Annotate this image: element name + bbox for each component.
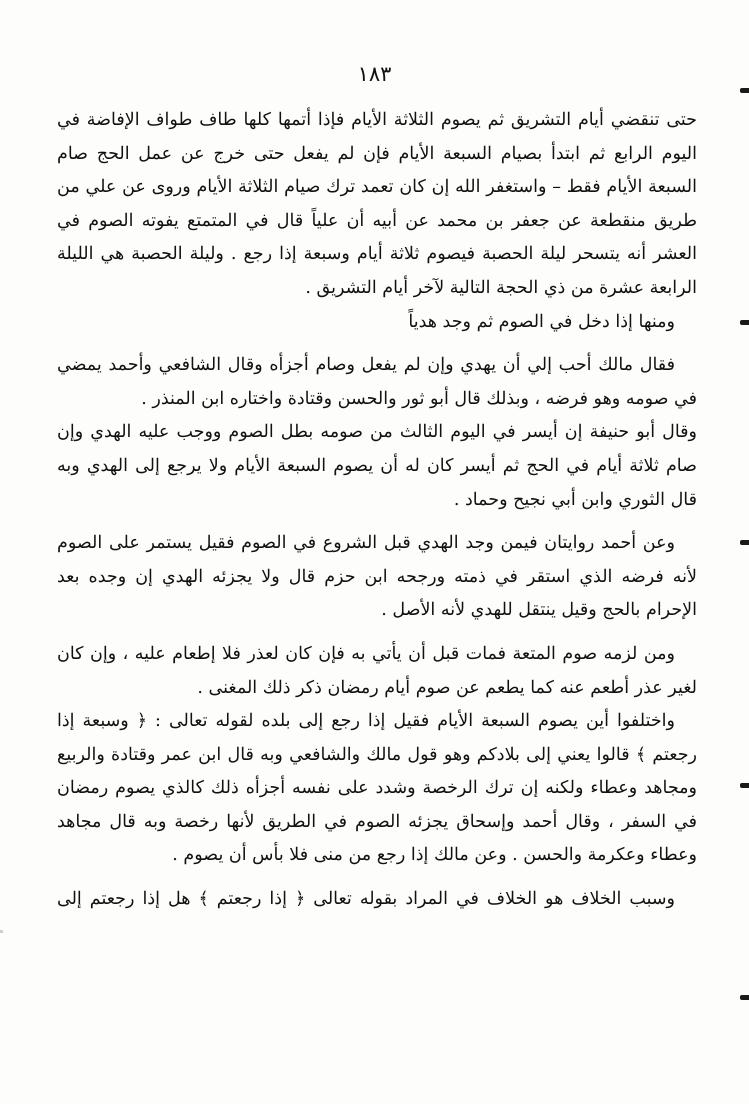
- paragraph-abu-hanifa-opinion: وقال أبو حنيفة إن أيسر في اليوم الثالث من صومه بطل الصوم ووجب عليه الهدي وإن صام ثلاثة أيام في الحج ثم أيسر كان له أن يصوم السبعة الأيام ولا يرجع إلى الهدي وبه قال الثوري وابن أبي نجيح وحماد .: [57, 422, 697, 510]
- paragraph-death-before-fasting: ومن لزمه صوم المتعة فمات قبل أن يأتي به فإن كان لعذر فلا إطعام عليه ، وإن كان لغير عذر أطعم عنه كما يطعم عن صوم أيام رمضان ذكر ذلك المغنى .: [57, 643, 697, 698]
- scan-edge-mark: [740, 995, 749, 1000]
- scan-edge-mark: [740, 783, 749, 788]
- paragraph-malik-opinion: فقال مالك أحب إلي أن يهدي وإن لم يفعل وصام أجزأه وقال الشافعي وأحمد يمضي في صومه وهو فرضه ، وبذلك قال أبو ثور والحسن وقتادة واختاره ابن المنذر .: [57, 355, 697, 409]
- page-body-text: [57, 104, 697, 917]
- page-number: ١٨٣: [357, 62, 392, 86]
- scan-speck: [0, 930, 3, 933]
- scan-edge-mark: [740, 540, 749, 545]
- scan-edge-mark: [740, 320, 749, 325]
- paragraph-where-to-fast-seven: واختلفوا أين يصوم السبعة الأيام فقيل إذا رجع إلى بلده لقوله تعالى : ﴿ وسبعة إذا رجعتم ﴾ قالوا يعني إلى بلادكم وهو قول مالك والشافعي وبه قال ابن عمر وقتادة والربيع ومجاهد وعطاء ولكنه إن ترك الرخصة وشدد على نفسه أجزأه ذلك كالذي يصوم رمضان في السفر ، وقال أحمد وإسحاق يجزئه الصوم في الطريق لأنها رخصة وبه قال مجاهد وعطاء وعكرمة والحسن . وعن مالك إذا رجع من منى فلا بأس أن يصوم .: [57, 711, 697, 866]
- scan-edge-mark: [740, 88, 749, 93]
- paragraph-reason-of-disagreement: وسبب الخلاف هو الخلاف في المراد بقوله تعالى ﴿ إذا رجعتم ﴾ هل إذا رجعتم إلى: [57, 889, 675, 910]
- paragraph-ahmad-two-narrations: وعن أحمد روايتان فيمن وجد الهدي قبل الشروع في الصوم فقيل يستمر على الصوم لأنه فرضه الذي استقر في ذمته ورجحه ابن حزم قال ولا يجزئه الهدي إن وجده بعد الإحرام بالحج وقيل ينتقل للهدي لأنه الأصل .: [57, 533, 697, 621]
- paragraph-heading-found-hady: ومنها إذا دخل في الصوم ثم وجد هدياً: [408, 311, 675, 332]
- paragraph-tamattu-fasting: حتى تنقضي أيام التشريق ثم يصوم الثلاثة الأيام فإذا أتمها كلها طاف طواف الإفاضة في اليوم الرابع ثم ابتدأ بصيام السبعة الأيام فإن لم يفعل حتى خرج عن عمل الحج صام السبعة الأيام فقط – واستغفر الله إن كان تعمد ترك صيام الثلاثة الأيام وروى عن علي من طريق منقطعة عن جعفر بن محمد عن أبيه أن علياً قال في المتمتع يفوته الصوم في العشر أنه يتسحر ليلة الحصبة فيصوم ثلاثة أيام وسبعة إذا رجع . وليلة الحصبة هي الليلة الرابعة عشرة من ذي الحجة التالية لآخر أيام التشريق .: [57, 110, 697, 298]
